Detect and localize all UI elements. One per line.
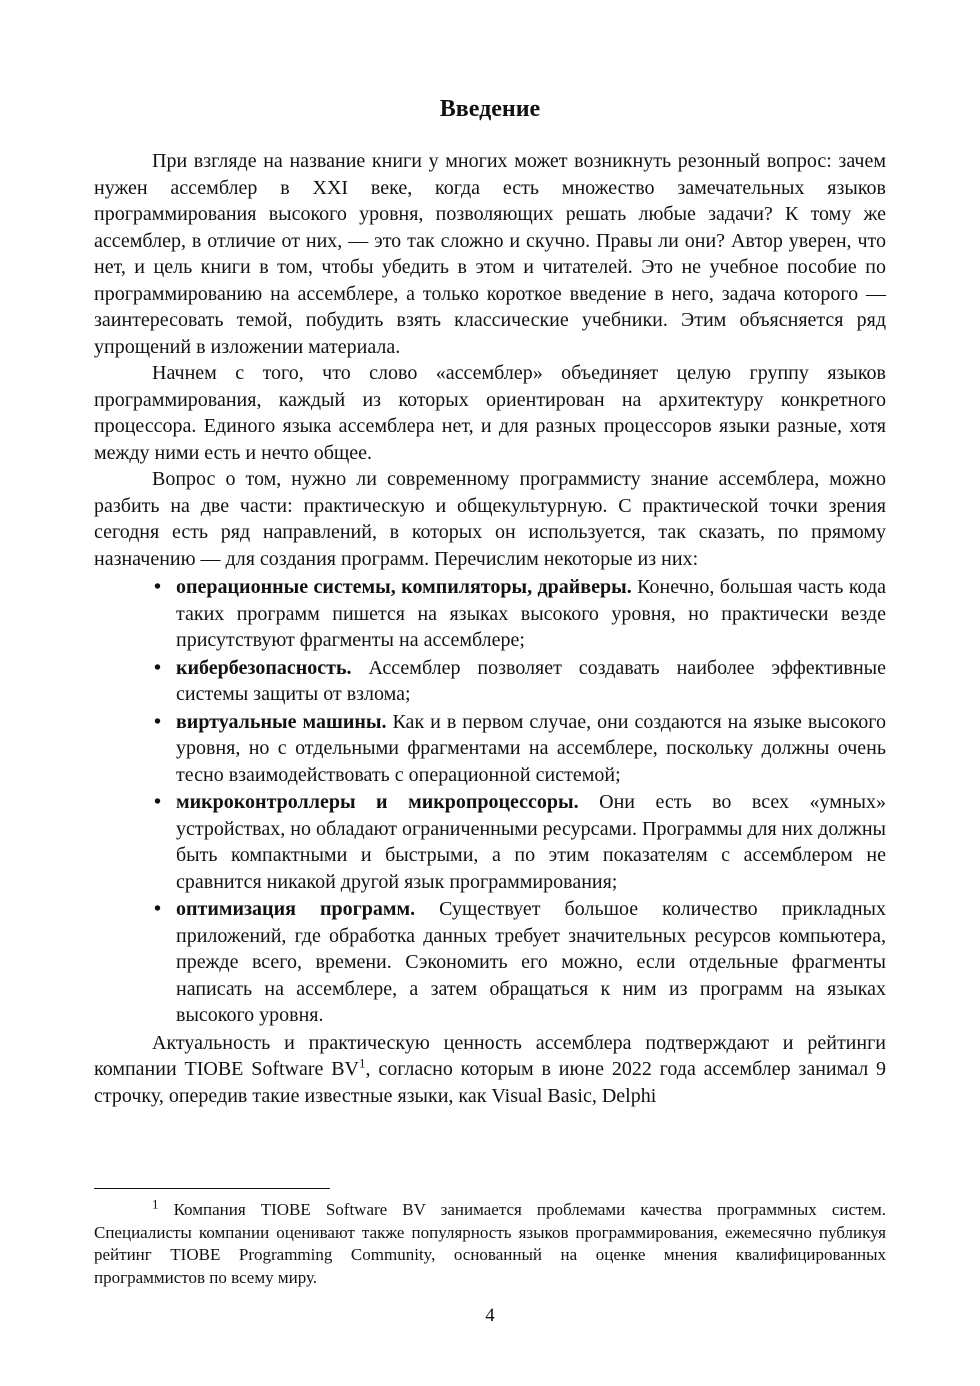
paragraph-intro: При взгляде на название книги у многих может возникнуть резонный вопрос: зачем нужен ассемблер в XXI веке, когда есть множество замечательных языков программирования высокого уровня, позволяющих решать любые задачи? К тому же ассемблер, в отличие от них, — это так сложно и скучно. Правы ли они? Автор уверен, что нет, и цель книги в том, чтобы убедить в этом и читателей. Это не учебное пособие по программированию на ассемблере, а только короткое введение в него, задача которого — заинтересовать темой, побудить взять классические учебники. Этим объясняется ряд упрощений в изложении материала.	[94, 150, 886, 358]
list-item-term: кибербезопасность.	[176, 656, 352, 679]
footnote-divider	[94, 1188, 330, 1189]
tiobe-text-before: Актуальность и практическую ценность ассемблера подтверждают и рейтинги компании TIOBE Software BV	[94, 1031, 886, 1080]
paragraph-assembler-definition: Начнем с того, что слово «ассемблер» объединяет целую группу языков программирования, каждый из которых ориентирован на архитектуру конкретного процессора. Единого языка ассемблера нет, и для разных процессоров языки разные, хотя между ними есть и нечто общее.	[94, 362, 886, 464]
bullet-icon: •	[154, 791, 162, 813]
tiobe-text-after: , согласно которым в июне 2022 года ассемблер занимал 9 строчку, опередив такие известные языки, как Visual Basic, Delphi	[94, 1058, 886, 1107]
paragraph-tiobe-rating	[94, 1030, 886, 1110]
list-item	[154, 655, 886, 708]
bullet-icon: •	[154, 898, 162, 920]
bullet-icon: •	[154, 710, 162, 733]
list-item-text: Как и в первом случае, они создаются на языке высокого уровня, но с отдельными фрагментами на ассемблере, поскольку должны очень тесно взаимодействовать с операционной системой;	[176, 710, 886, 786]
list-item-text: Они есть во всех «умных» устройствах, но обладают ограниченными ресурсами. Программы для них должны быть компактными и быстрыми, а по этим показателям с ассемблером не сравнится никакой другой язык программирования;	[176, 791, 886, 893]
list-item-text: Ассемблер позволяет создавать наиболее эффективные системы защиты от взлома;	[176, 656, 886, 705]
body-text	[94, 148, 886, 1109]
list-item-text: Существует большое количество прикладных приложений, где обработка данных требует значительных ресурсов компьютера, прежде всего, времени. Сэкономить его можно, если отдельные фрагменты написать на ассемблере, а затем обращаться к ним из программ на языках высокого уровня.	[176, 898, 886, 1026]
list-item	[154, 789, 886, 895]
paragraph-practical-question: Вопрос о том, нужно ли современному программисту знание ассемблера, можно разбить на две части: практическую и общекультурную. С практической точки зрения сегодня есть ряд направлений, в которых он используется, так сказать, по прямому назначению — для создания программ. Перечислим некоторые из них:	[94, 468, 886, 570]
list-item	[154, 709, 886, 789]
application-areas-list	[94, 574, 886, 1029]
list-item-term: оптимизация программ.	[176, 898, 416, 920]
footnote-mark: 1	[152, 1196, 159, 1212]
list-item	[154, 896, 886, 1029]
bullet-icon: •	[154, 576, 162, 598]
footnote-reference[interactable]: 1	[359, 1055, 366, 1071]
page-title: Введение	[439, 96, 541, 122]
page-number: 4	[485, 1305, 495, 1326]
list-item-text: Конечно, большая часть кода таких программ пишется на языках высокого уровня, но практически везде присутствуют фрагменты на ассемблере;	[176, 576, 886, 651]
list-item-term: операционные системы, компиляторы, драйверы.	[176, 576, 632, 598]
bullet-icon: •	[154, 656, 162, 679]
list-item	[154, 574, 886, 654]
page-content	[94, 92, 886, 1109]
list-item-term: виртуальные машины.	[176, 710, 387, 733]
footnote-text: Компания TIOBE Software BV занимается проблемами качества программных систем. Специалисты компании оценивают также популярность языков программирования, ежемесячно публикуя рейтинг TIOBE Programming Community, основанный на оценке мнения квалифицированных программистов по всему миру.	[94, 1200, 886, 1287]
list-item-term: микроконтроллеры и микропроцессоры.	[176, 791, 579, 813]
footnote	[94, 1196, 886, 1289]
